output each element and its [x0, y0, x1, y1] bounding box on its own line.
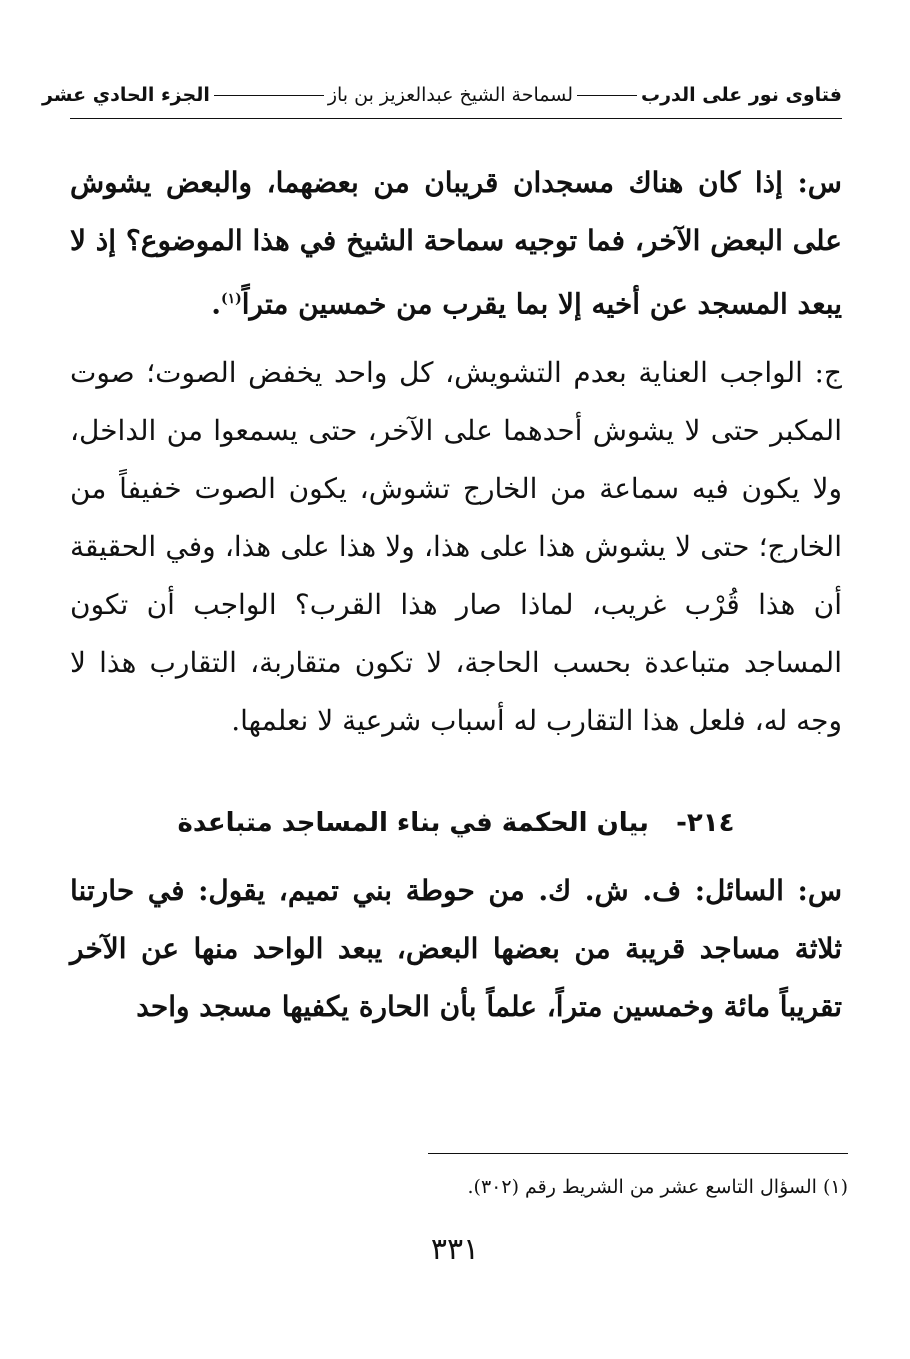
- question-paragraph-2: [70, 862, 842, 1036]
- question-text-2: س: السائل: ف. ش. ك. من حوطة بني تميم، يقول: في حارتنا ثلاثة مساجد قريبة من بعضها البعض، يبعد الواحد منها عن الآخر تقريباً مائة وخمسين متراً، علماً بأن الحارة يكفيها مسجد واحد: [70, 874, 842, 1023]
- section-title: بيان الحكمة في بناء المساجد متباعدة: [177, 808, 649, 838]
- header-dash: [214, 95, 324, 96]
- volume-label: الجزء الحادي عشر: [41, 84, 210, 106]
- footnote-marker: (١): [220, 291, 242, 307]
- header-rule: [70, 118, 842, 119]
- section-number: ٢١٤-: [676, 808, 735, 838]
- header-dash: [577, 95, 637, 96]
- question-end: .: [211, 287, 221, 321]
- footnote-rule: [428, 1153, 848, 1154]
- question-paragraph: [70, 154, 842, 333]
- answer-paragraph: [70, 344, 842, 750]
- answer-text: ج: الواجب العناية بعدم التشويش، كل واحد يخفض الصوت؛ صوت المكبر حتى لا يشوش أحدهما على الآخر، حتى يسمعوا من الداخل، ولا يكون فيه سماعة من الخارج تشوش، يكون الصوت خفيفاً من الخارج؛ حتى لا يشوش هذا على هذا، ولا هذا على هذا، وفي الحقيقة أن هذا قُرْب غريب، لماذا صار هذا القرب؟ الواجب أن تكون المساجد متباعدة بحسب الحاجة، لا تكون متقاربة، التقارب هذا لا وجه له، فلعل هذا التقارب له أسباب شرعية لا نعلمها.: [70, 356, 842, 737]
- question-text: س: إذا كان هناك مسجدان قريبان من بعضهما، والبعض يشوش على البعض الآخر، فما توجيه سماحة الشيخ في هذا الموضوع؟ إذ لا يبعد المسجد عن أخيه إلا بما يقرب من خمسين متراً: [70, 166, 842, 321]
- running-header: [41, 84, 842, 107]
- footnote: (١) السؤال التاسع عشر من الشريط رقم (٣٠٢).: [467, 1176, 848, 1198]
- book-title: فتاوى نور على الدرب: [641, 84, 842, 106]
- section-heading: [70, 808, 842, 838]
- author-name: لسماحة الشيخ عبدالعزيز بن باز: [327, 84, 573, 106]
- page-number: ٣٣١: [430, 1232, 480, 1267]
